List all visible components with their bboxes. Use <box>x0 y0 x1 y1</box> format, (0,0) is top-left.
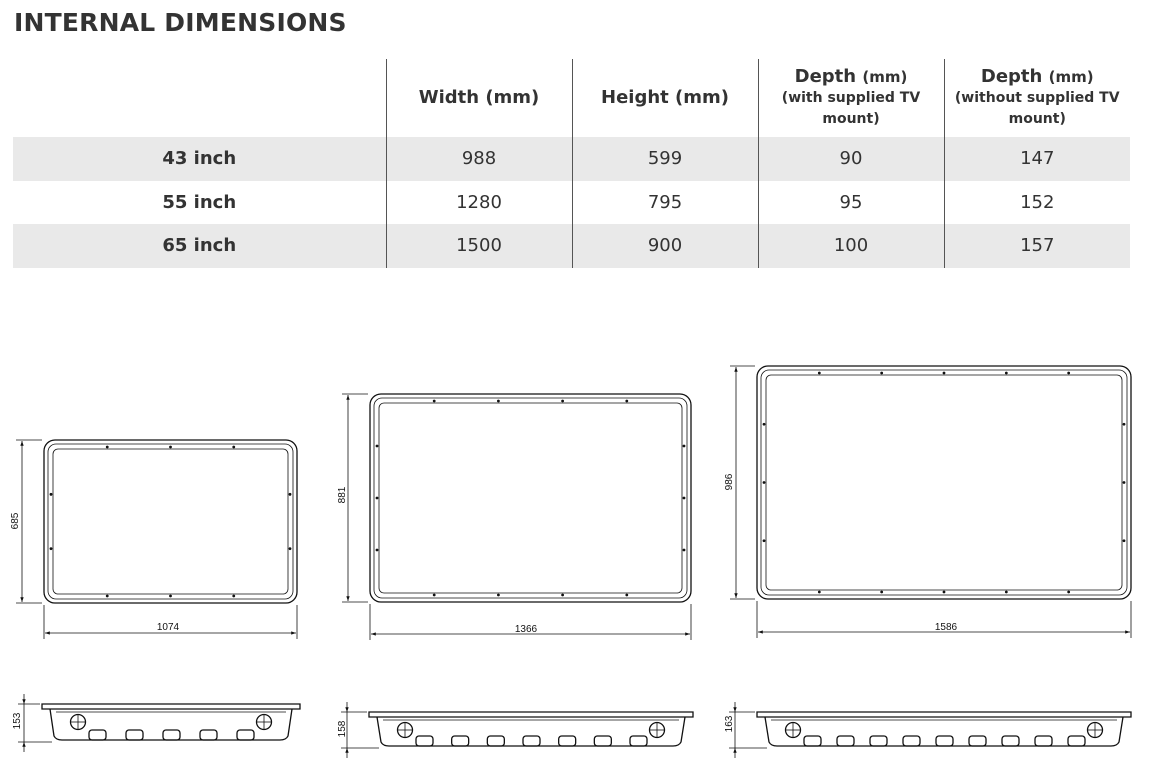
front-opening <box>53 449 288 594</box>
screw-point <box>106 595 109 598</box>
side-view-3 <box>729 702 1131 758</box>
mounting-foot <box>200 730 217 740</box>
mounting-foot <box>89 730 106 740</box>
side-view-2 <box>341 702 693 758</box>
screw-point <box>433 400 436 403</box>
mounting-foot <box>416 736 433 746</box>
screw-point <box>683 445 686 448</box>
mounting-foot <box>630 736 647 746</box>
screw-point <box>169 595 172 598</box>
screw-point <box>880 591 883 594</box>
front-inner-frame <box>761 370 1127 595</box>
mounting-foot <box>936 736 953 746</box>
mounting-foot <box>237 730 254 740</box>
mounting-foot <box>452 736 469 746</box>
screw-point <box>376 497 379 500</box>
mounting-foot <box>523 736 540 746</box>
header-depth-with-main: Depth <box>794 66 857 87</box>
drawing-1-depth-label: 153 <box>12 712 23 730</box>
mounting-foot <box>837 736 854 746</box>
cell-depth-without: 147 <box>944 137 1130 181</box>
side-flange <box>42 704 300 709</box>
screw-point <box>763 539 766 542</box>
page-title: INTERNAL DIMENSIONS <box>14 8 347 37</box>
screw-point <box>818 372 821 375</box>
screw-point <box>50 547 53 550</box>
front-view-2 <box>342 394 691 640</box>
mounting-foot <box>1002 736 1019 746</box>
drawing-1-height-label: 685 <box>10 512 21 530</box>
front-outer-frame <box>44 440 297 603</box>
screw-point <box>763 481 766 484</box>
screw-point <box>289 493 292 496</box>
side-tub-body <box>765 717 1123 746</box>
screw-point <box>625 594 628 597</box>
drawing-1-width-label: 1074 <box>156 622 180 633</box>
front-inner-frame <box>48 444 293 599</box>
screw-point <box>625 400 628 403</box>
drawing-3-depth-label: 163 <box>724 715 735 733</box>
front-outer-frame <box>757 366 1131 599</box>
screw-point <box>50 493 53 496</box>
side-tub-body <box>377 717 685 746</box>
side-tub-body <box>50 709 292 740</box>
mounting-foot <box>870 736 887 746</box>
screw-point <box>376 445 379 448</box>
side-flange <box>369 712 693 717</box>
screw-point <box>561 400 564 403</box>
front-view-3 <box>730 366 1131 638</box>
cell-height: 599 <box>572 137 758 181</box>
screw-point <box>943 591 946 594</box>
drawing-2-height-label: 881 <box>337 486 348 504</box>
header-depth-with-sub: (with supplied TV mount) <box>781 90 921 127</box>
mounting-foot <box>1035 736 1052 746</box>
cell-depth-with: 100 <box>758 224 944 268</box>
drawing-2-depth-label: 158 <box>337 720 348 738</box>
cell-width: 1500 <box>386 224 572 268</box>
mounting-foot <box>163 730 180 740</box>
drawing-3-width-label: 1586 <box>934 622 958 633</box>
screw-point <box>289 547 292 550</box>
drawing-3-height-label: 986 <box>724 473 735 491</box>
header-depth-without-main: Depth <box>980 66 1043 87</box>
screw-point <box>106 446 109 449</box>
screw-point <box>232 446 235 449</box>
screw-point <box>497 400 500 403</box>
front-outer-frame <box>370 394 691 602</box>
screw-point <box>1123 481 1126 484</box>
front-view-1 <box>16 440 297 639</box>
screw-point <box>232 595 235 598</box>
screw-point <box>376 549 379 552</box>
screw-point <box>1067 372 1070 375</box>
cell-height: 900 <box>572 224 758 268</box>
drawing-2-width-label: 1366 <box>514 624 538 635</box>
screw-point <box>943 372 946 375</box>
mounting-foot <box>594 736 611 746</box>
cell-depth-without: 157 <box>944 224 1130 268</box>
side-view-1 <box>18 694 300 752</box>
screw-point <box>1123 539 1126 542</box>
cell-height: 795 <box>572 181 758 225</box>
header-depth-without-sub: (without supplied TV mount) <box>954 90 1120 127</box>
mounting-foot <box>487 736 504 746</box>
mounting-foot <box>126 730 143 740</box>
cell-size: 65 inch <box>13 224 386 268</box>
cell-depth-without: 152 <box>944 181 1130 225</box>
screw-point <box>1067 591 1070 594</box>
header-height: Height (mm) <box>572 59 758 137</box>
cell-size: 55 inch <box>162 191 237 213</box>
mounting-foot <box>1068 736 1085 746</box>
mounting-foot <box>903 736 920 746</box>
side-flange <box>757 712 1131 717</box>
mounting-foot <box>559 736 576 746</box>
front-opening <box>766 375 1122 590</box>
cell-size: 43 inch <box>13 137 386 181</box>
cell-depth-with: 90 <box>758 137 944 181</box>
screw-point <box>1005 591 1008 594</box>
screw-point <box>497 594 500 597</box>
cell-depth-with: 95 <box>758 181 944 225</box>
header-depth-with-unit: (mm) <box>862 68 908 86</box>
screw-point <box>763 423 766 426</box>
screw-point <box>433 594 436 597</box>
cell-width: 988 <box>386 137 572 181</box>
header-depth-without-unit: (mm) <box>1048 68 1094 86</box>
mounting-foot <box>969 736 986 746</box>
screw-point <box>561 594 564 597</box>
mounting-foot <box>804 736 821 746</box>
cell-width: 1280 <box>386 181 572 225</box>
screw-point <box>1123 423 1126 426</box>
screw-point <box>683 497 686 500</box>
front-inner-frame <box>374 398 687 598</box>
screw-point <box>880 372 883 375</box>
front-opening <box>379 403 682 593</box>
screw-point <box>1005 372 1008 375</box>
screw-point <box>818 591 821 594</box>
header-width: Width (mm) <box>386 59 572 137</box>
screw-point <box>683 549 686 552</box>
screw-point <box>169 446 172 449</box>
